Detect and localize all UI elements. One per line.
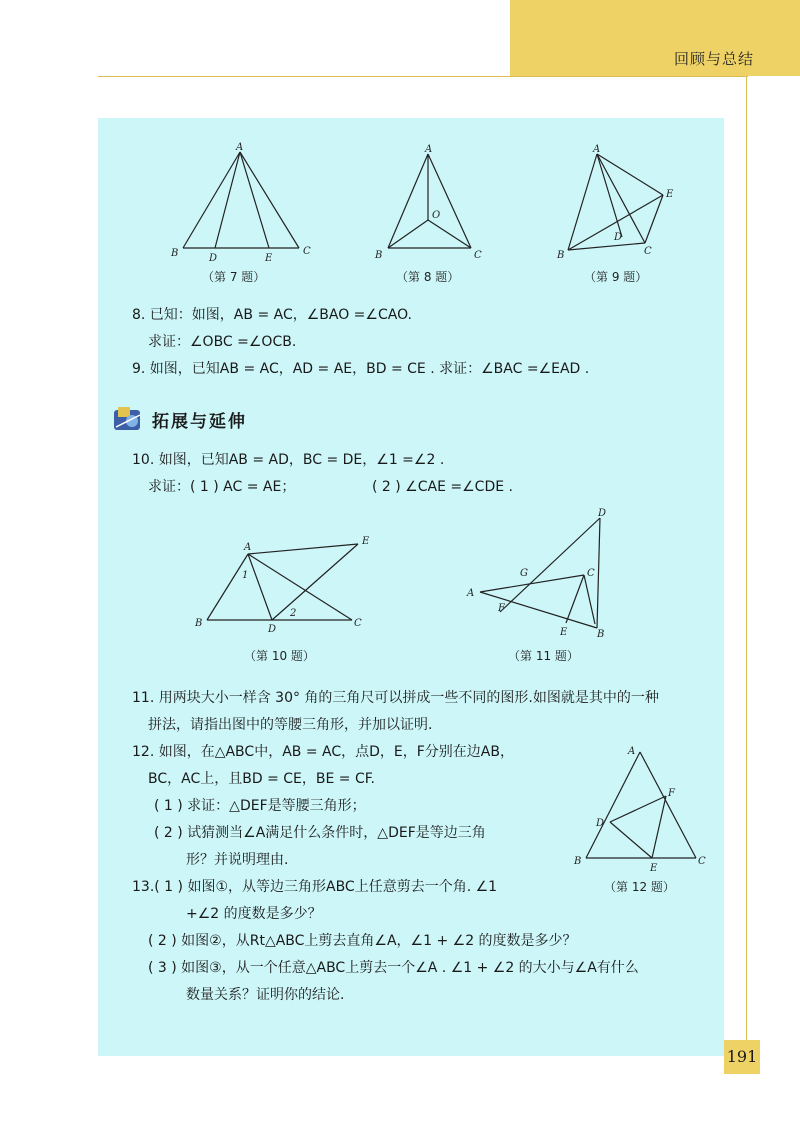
figure-12 — [570, 740, 720, 875]
fig11-label-c: C — [587, 568, 595, 579]
fig12-label-f: F — [668, 788, 675, 799]
problem-11-line-1: 11. 用两块大小一样含 30° 角的三角尺可以拼成一些不同的图形.如图就是其中的一种 — [132, 690, 659, 706]
problem-13-line-1: 13.( 1 ) 如图①，从等边三角形ABC上任意剪去一个角. ∠1 — [132, 879, 498, 895]
problem-11-line-2: 拼法，请指出图中的等腰三角形，并加以证明. — [148, 717, 433, 733]
fig8-label-c: C — [474, 250, 482, 261]
page-number: 191 — [724, 1040, 760, 1074]
fig7-label-c: C — [303, 246, 311, 257]
fig7-caption: （第 7 题） — [202, 270, 266, 284]
problem-12-line-2: BC，AC上，且BD = CE，BE = CF. — [148, 771, 375, 787]
fig8-label-a: A — [425, 144, 433, 155]
fig9-label-d: D — [614, 232, 623, 243]
fig7-label-b: B — [171, 248, 179, 259]
fig10-caption: （第 10 题） — [244, 649, 315, 663]
problem-10-line-1: 10. 如图，已知AB = AD，BC = DE，∠1 =∠2 . — [132, 452, 445, 468]
problem-13-line-4: ( 3 ) 如图③，从一个任意△ABC上剪去一个∠A . ∠1 + ∠2 的大小与∠A有什么 — [148, 960, 639, 976]
fig9-label-c: C — [644, 246, 652, 257]
figure-9 — [552, 140, 682, 265]
fig11-label-e: E — [560, 627, 568, 638]
figure-8 — [370, 140, 490, 265]
fig8-label-b: B — [375, 250, 383, 261]
problem-13-line-5: 数量关系？证明你的结论. — [186, 987, 345, 1003]
fig7-label-a: A — [236, 142, 244, 153]
fig11-label-a: A — [467, 588, 475, 599]
problem-13-line-2: +∠2 的度数是多少？ — [186, 906, 322, 922]
problem-12-line-4: ( 2 ) 试猜测当∠A满足什么条件时，△DEF是等边三角 — [154, 825, 486, 841]
fig8-caption: （第 8 题） — [396, 270, 460, 284]
fig11-label-f: F — [498, 603, 505, 614]
fig12-label-a: A — [628, 746, 636, 757]
fig9-label-b: B — [557, 250, 565, 261]
book-icon — [110, 405, 146, 433]
section-title: 拓展与延伸 — [152, 411, 247, 432]
problem-13-line-3: ( 2 ) 如图②，从Rt△ABC上剪去直角∠A，∠1 + ∠2 的度数是多少？ — [148, 933, 577, 949]
section-heading — [110, 404, 247, 434]
fig9-label-e: E — [666, 189, 674, 200]
figure-10 — [190, 530, 380, 640]
fig11-label-g: G — [520, 568, 528, 579]
problem-10-line-2b: ( 2 ) ∠CAE =∠CDE . — [372, 479, 513, 495]
fig12-caption: （第 12 题） — [604, 880, 675, 894]
fig8-label-o: O — [432, 210, 441, 221]
problem-9: 9. 如图，已知AB = AC，AD = AE，BD = CE . 求证：∠BAC =∠EAD . — [132, 361, 590, 377]
fig10-label-d: D — [268, 624, 277, 635]
problem-12-line-5: 形？并说明理由. — [186, 852, 289, 868]
side-rule — [746, 76, 747, 1040]
fig10-label-e: E — [362, 536, 370, 547]
figure-7 — [168, 140, 318, 265]
fig11-label-b: B — [597, 629, 605, 640]
problem-10-line-2a: 求证：( 1 ) AC = AE； — [148, 479, 296, 495]
fig11-caption: （第 11 题） — [508, 649, 579, 663]
fig12-label-c: C — [698, 856, 706, 867]
fig11-label-d: D — [598, 508, 607, 519]
fig10-label-a: A — [244, 542, 252, 553]
fig7-label-d: D — [209, 253, 218, 264]
header-rule — [98, 76, 748, 77]
fig7-label-e: E — [265, 253, 273, 264]
problem-12-line-1: 12. 如图，在△ABC中，AB = AC，点D，E，F分别在边AB， — [132, 744, 514, 760]
figure-11 — [460, 506, 620, 641]
fig10-label-c: C — [354, 618, 362, 629]
fig10-label-2: 2 — [290, 608, 297, 619]
fig10-label-1: 1 — [242, 570, 249, 581]
fig12-label-d: D — [596, 818, 605, 829]
fig12-label-e: E — [650, 863, 658, 874]
fig12-label-b: B — [574, 856, 582, 867]
problem-12-line-3: ( 1 ) 求证：△DEF是等腰三角形； — [154, 798, 366, 814]
problem-8-line-1: 8. 已知：如图，AB = AC，∠BAO =∠CAO. — [132, 307, 412, 323]
fig10-label-b: B — [195, 618, 203, 629]
problem-8-line-2: 求证：∠OBC =∠OCB. — [148, 334, 297, 350]
chapter-title: 回顾与总结 — [673, 50, 754, 68]
fig9-caption: （第 9 题） — [584, 270, 648, 284]
fig9-label-a: A — [593, 144, 601, 155]
header-band — [510, 0, 800, 76]
